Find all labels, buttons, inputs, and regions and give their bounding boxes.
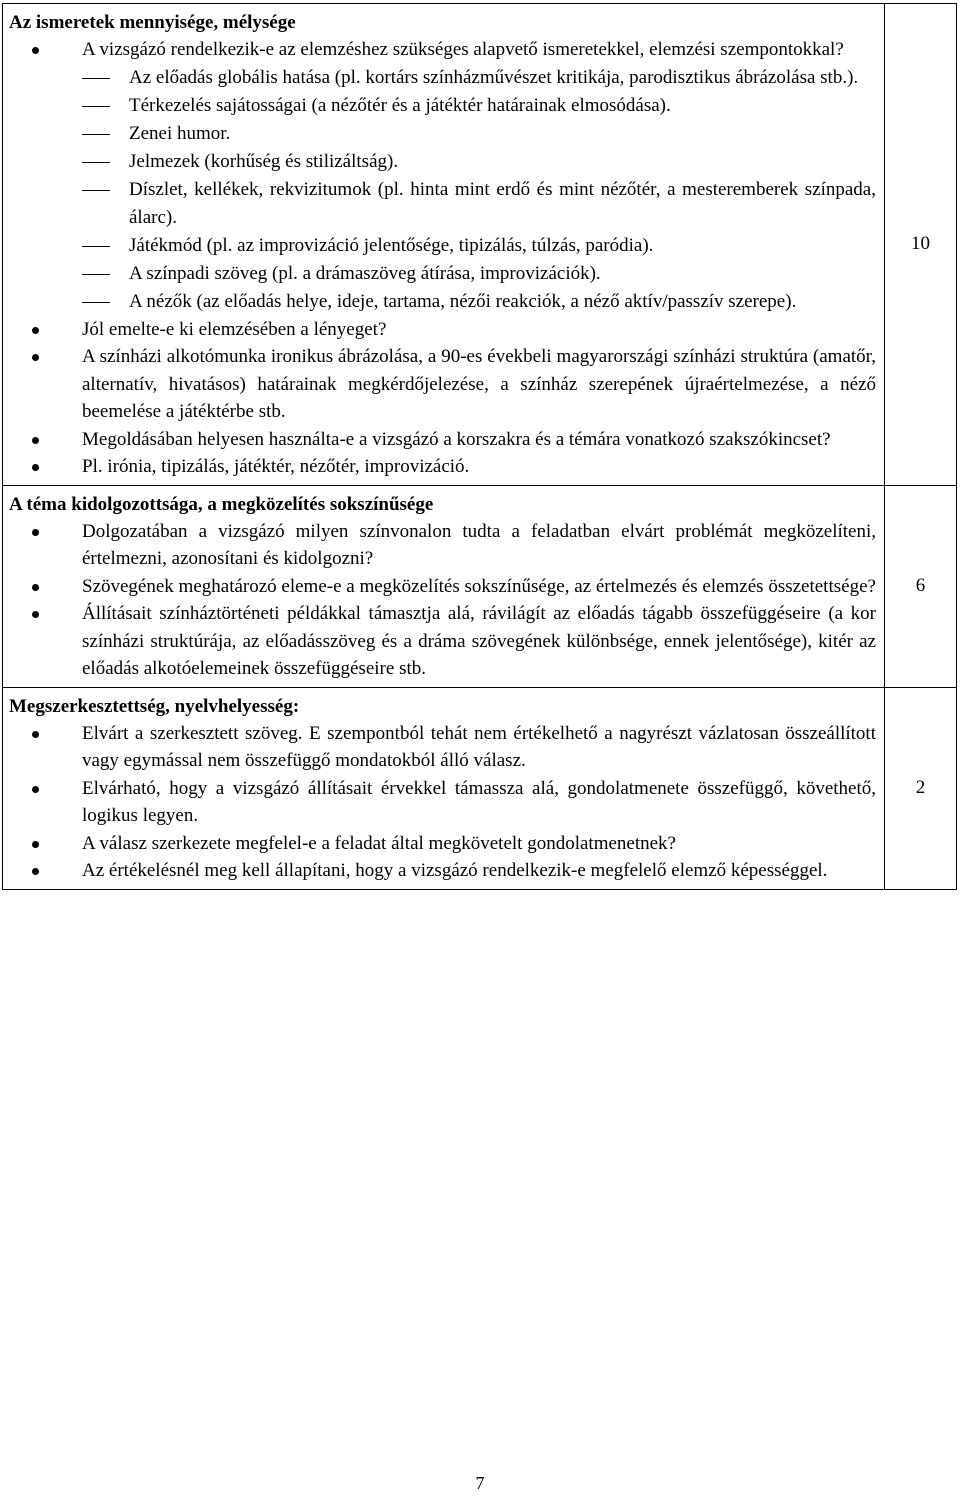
- section-title: Az ismeretek mennyisége, mélysége: [9, 12, 296, 33]
- score-cell: 10: [885, 4, 957, 486]
- section-title: Megszerkesztettség, nyelvhelyesség:: [9, 695, 300, 717]
- section-title: A téma kidolgozottsága, a megközelítés sokszínűsége: [9, 493, 434, 515]
- aspect-item: Zenei humor.: [9, 120, 876, 148]
- criteria-item: A vizsgázó rendelkezik-e az elemzéshez szükséges alapvető ismeretekkel, elemzési szempontokkal?: [9, 36, 876, 64]
- aspect-item: A nézők (az előadás helye, ideje, tartama, nézői reakciók, a néző aktív/passzív szerepe).: [9, 288, 876, 316]
- criteria-item: Elvárható, hogy a vizsgázó állításait érvekkel támassza alá, gondolatmenete összefüggő, követhető, logikus legyen.: [9, 775, 876, 830]
- criteria-item: Megoldásában helyesen használta-e a vizsgázó a korszakra és a témára vonatkozó szakszókincset?: [9, 426, 876, 454]
- criteria-item: Állításait színháztörténeti példákkal támasztja alá, rávilágít az előadás tágabb összefüggéseire (a kor színházi struktúrája, az előadásszöveg és a dráma szövegének különbsége, ennek jelentősége), kitér az előadás alkotóelemeinek összefüggéseire stb.: [9, 600, 876, 683]
- section-content: [3, 485, 885, 687]
- page-number: 7: [475, 1473, 485, 1493]
- aspect-item: Az előadás globális hatása (pl. kortárs színházművészet kritikája, parodisztikus ábrázolása stb.).: [9, 64, 876, 92]
- criteria-item: A színházi alkotómunka ironikus ábrázolása, a 90-es évekbeli magyarországi színházi struktúra (amatőr, alternatív, hivatásos) határainak megkérdőjelezése, a színház szerepének újraértelmezése, a néző beemelése a játéktérbe stb.: [9, 343, 876, 426]
- criteria-item: Elvárt a szerkesztett szöveg. E szempontból tehát nem értékelhető a nagyrészt vázlatosan összeállított vagy egymással nem összefüggő mondatokból álló válasz.: [9, 720, 876, 775]
- section-row-knowledge: [3, 4, 957, 486]
- section-content: [3, 687, 885, 889]
- criteria-item: Dolgozatában a vizsgázó milyen színvonalon tudta a feladatban elvárt problémát megközelíteni, értelmezni, azonosítani és kidolgozni?: [9, 518, 876, 573]
- criteria-list: [9, 720, 876, 885]
- aspect-item: Játékmód (pl. az improvizáció jelentősége, tipizálás, túlzás, paródia).: [9, 232, 876, 260]
- aspect-item: A színpadi szöveg (pl. a drámaszöveg átírása, improvizációk).: [9, 260, 876, 288]
- section-content: [3, 4, 885, 486]
- criteria-item: Szövegének meghatározó eleme-e a megközelítés sokszínűsége, az értelmezés és elemzés összetettsége?: [9, 573, 876, 601]
- criteria-list: [9, 36, 876, 64]
- criteria-list: [9, 316, 876, 481]
- criteria-item: Pl. irónia, tipizálás, játéktér, nézőtér, improvizáció.: [9, 453, 876, 481]
- assessment-table: [2, 3, 957, 890]
- aspect-item: Jelmezek (korhűség és stilizáltság).: [9, 148, 876, 176]
- aspect-item: Díszlet, kellékek, rekvizitumok (pl. hinta mint erdő és mint nézőtér, a mesteremberek színpada, álarc).: [9, 176, 876, 232]
- section-row-structure: [3, 687, 957, 889]
- criteria-list: [9, 518, 876, 683]
- criteria-item: Jól emelte-e ki elemzésében a lényeget?: [9, 316, 876, 344]
- score-cell: 6: [885, 485, 957, 687]
- criteria-item: Az értékelésnél meg kell állapítani, hogy a vizsgázó rendelkezik-e megfelelő elemző képességgel.: [9, 857, 876, 885]
- section-row-elaboration: [3, 485, 957, 687]
- criteria-item: A válasz szerkezete megfelel-e a feladat által megkövetelt gondolatmenetnek?: [9, 830, 876, 858]
- aspect-list: [9, 64, 876, 316]
- score-cell: 2: [885, 687, 957, 889]
- aspect-item: Térkezelés sajátosságai (a nézőtér és a játéktér határainak elmosódása).: [9, 92, 876, 120]
